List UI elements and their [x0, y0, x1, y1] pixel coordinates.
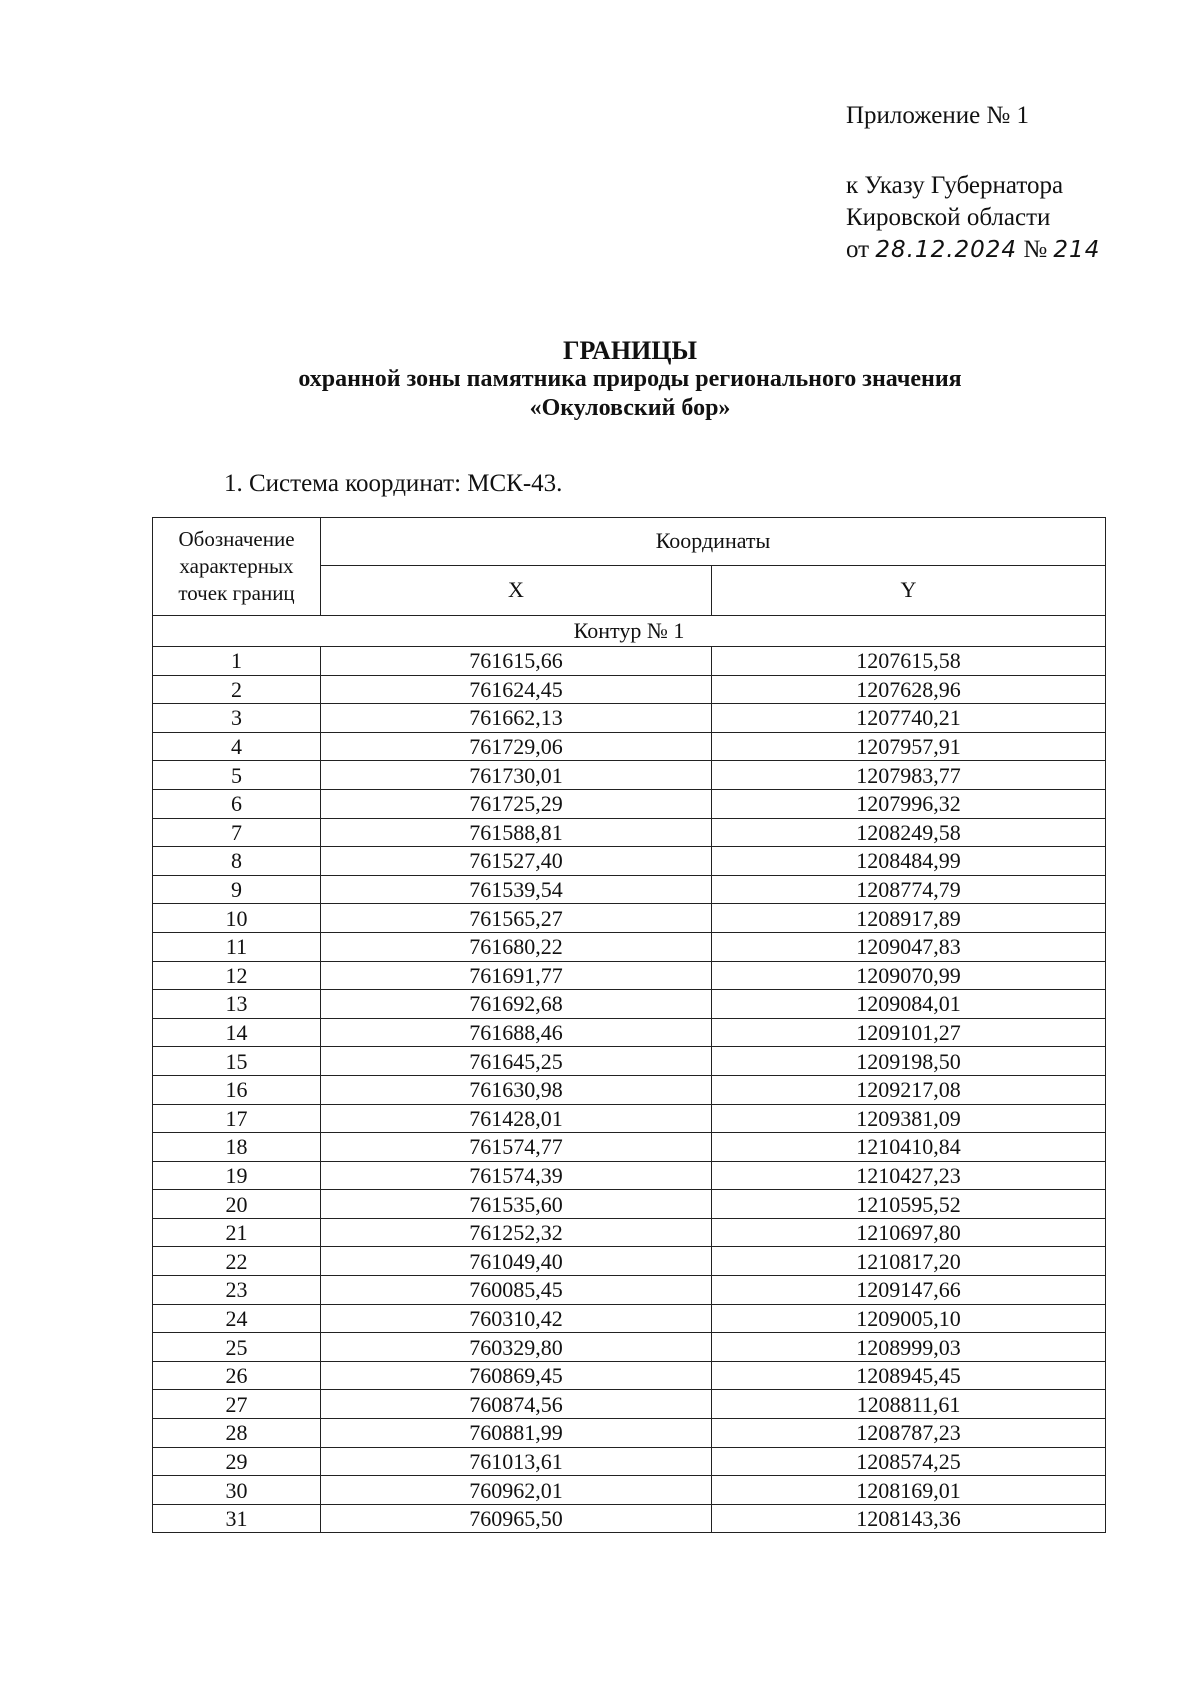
coord-x: 761730,01: [321, 761, 712, 790]
table-row: [153, 647, 1106, 676]
coord-y: 1209217,08: [712, 1075, 1106, 1104]
table-row: [153, 1133, 1106, 1162]
coord-x: 761645,25: [321, 1047, 712, 1076]
table-row: [153, 1276, 1106, 1305]
table-row: [153, 789, 1106, 818]
coord-y: 1209047,83: [712, 932, 1106, 961]
coord-x: 760965,50: [321, 1504, 712, 1533]
table-row: [153, 875, 1106, 904]
table-row: [153, 1104, 1106, 1133]
table-row: [153, 1447, 1106, 1476]
point-number: 5: [153, 761, 321, 790]
table-row: [153, 1075, 1106, 1104]
point-number: 18: [153, 1133, 321, 1162]
coord-y: 1209101,27: [712, 1018, 1106, 1047]
point-number: 7: [153, 818, 321, 847]
point-number: 25: [153, 1333, 321, 1362]
coord-y: 1210595,52: [712, 1190, 1106, 1219]
date-prefix: от: [846, 236, 870, 263]
coord-y: 1208169,01: [712, 1476, 1106, 1505]
table-row: [153, 761, 1106, 790]
point-number: 8: [153, 847, 321, 876]
point-number: 19: [153, 1161, 321, 1190]
point-number: 23: [153, 1276, 321, 1305]
point-number: 9: [153, 875, 321, 904]
point-number: 11: [153, 932, 321, 961]
title-line-1: ГРАНИЦЫ: [562, 336, 698, 365]
section-heading: 1. Система координат: МСК-43.: [224, 470, 563, 497]
coord-x: 761049,40: [321, 1247, 712, 1276]
coord-x: 760869,45: [321, 1361, 712, 1390]
coord-x: 760329,80: [321, 1333, 712, 1362]
table-row: [153, 1047, 1106, 1076]
coord-x: 761692,68: [321, 990, 712, 1019]
coord-y: 1208774,79: [712, 875, 1106, 904]
table-row: [153, 1419, 1106, 1448]
coord-y: 1209381,09: [712, 1104, 1106, 1133]
coord-x: 761252,32: [321, 1218, 712, 1247]
coord-y: 1209084,01: [712, 990, 1106, 1019]
annex-header: [846, 100, 1100, 266]
table-row: [153, 1018, 1106, 1047]
coord-x: 761539,54: [321, 875, 712, 904]
coord-y: 1208811,61: [712, 1390, 1106, 1419]
annex-decree-line: к Указу Губернатора: [846, 172, 1064, 199]
point-number: 27: [153, 1390, 321, 1419]
point-number: 10: [153, 904, 321, 933]
table-row: [153, 1218, 1106, 1247]
point-number: 14: [153, 1018, 321, 1047]
point-number: 4: [153, 732, 321, 761]
table-row: [153, 732, 1106, 761]
coord-x: 761624,45: [321, 675, 712, 704]
table-row: [153, 1161, 1106, 1190]
coord-x: 761691,77: [321, 961, 712, 990]
annex-number: Приложение № 1: [846, 102, 1030, 129]
coord-x: 760085,45: [321, 1276, 712, 1305]
point-number: 12: [153, 961, 321, 990]
coord-x: 761662,13: [321, 704, 712, 733]
coord-y: 1208574,25: [712, 1447, 1106, 1476]
coord-y: 1207740,21: [712, 704, 1106, 733]
number-prefix: №: [1023, 236, 1048, 263]
coord-x: 761588,81: [321, 818, 712, 847]
contour-label: Контур № 1: [153, 616, 1106, 647]
point-number: 1: [153, 647, 321, 676]
coord-x: 761428,01: [321, 1104, 712, 1133]
table-row: [153, 904, 1106, 933]
point-number: 30: [153, 1476, 321, 1505]
table-row: [153, 990, 1106, 1019]
table-row: [153, 1361, 1106, 1390]
coord-x: 761615,66: [321, 647, 712, 676]
table-row: [153, 1304, 1106, 1333]
point-number: 21: [153, 1218, 321, 1247]
table-row: [153, 1247, 1106, 1276]
table-row: [153, 675, 1106, 704]
coord-y: 1210817,20: [712, 1247, 1106, 1276]
table-row: [153, 818, 1106, 847]
coord-x: 761729,06: [321, 732, 712, 761]
coord-x: 761574,77: [321, 1133, 712, 1162]
coord-x: 761574,39: [321, 1161, 712, 1190]
point-number: 3: [153, 704, 321, 733]
point-number: 26: [153, 1361, 321, 1390]
point-number: 20: [153, 1190, 321, 1219]
coord-x: 760874,56: [321, 1390, 712, 1419]
coord-y: 1209147,66: [712, 1276, 1106, 1305]
annex-date-line: [846, 234, 1100, 266]
title-line-2: охранной зоны памятника природы регионального значения: [298, 366, 962, 392]
table-row: [153, 961, 1106, 990]
coord-x: 760881,99: [321, 1419, 712, 1448]
coord-y: 1207615,58: [712, 647, 1106, 676]
header-coordinates: Координаты: [321, 518, 1106, 566]
coord-y: 1207628,96: [712, 675, 1106, 704]
table-row: [153, 1190, 1106, 1219]
point-number: 13: [153, 990, 321, 1019]
coord-x: 760962,01: [321, 1476, 712, 1505]
coord-y: 1210697,80: [712, 1218, 1106, 1247]
title-line-3: «Окуловский бор»: [529, 395, 731, 421]
table-row: [153, 1333, 1106, 1362]
coord-y: 1208787,23: [712, 1419, 1106, 1448]
coord-y: 1207957,91: [712, 732, 1106, 761]
point-number: 28: [153, 1419, 321, 1448]
coord-x: 761535,60: [321, 1190, 712, 1219]
table-row: [153, 704, 1106, 733]
coord-y: 1210427,23: [712, 1161, 1106, 1190]
coord-x: 761527,40: [321, 847, 712, 876]
coord-y: 1208484,99: [712, 847, 1106, 876]
point-number: 15: [153, 1047, 321, 1076]
point-number: 31: [153, 1504, 321, 1533]
table-row: [153, 847, 1106, 876]
table-row: [153, 1390, 1106, 1419]
document-title: [200, 336, 1060, 423]
table-row: [153, 1476, 1106, 1505]
coord-x: 760310,42: [321, 1304, 712, 1333]
point-number: 17: [153, 1104, 321, 1133]
point-number: 2: [153, 675, 321, 704]
coord-x: 761013,61: [321, 1447, 712, 1476]
handwritten-number: 214: [1053, 237, 1101, 263]
coord-y: 1207983,77: [712, 761, 1106, 790]
coord-y: 1209070,99: [712, 961, 1106, 990]
coord-y: 1208945,45: [712, 1361, 1106, 1390]
coordinates-table: [152, 517, 1106, 1533]
coord-x: 761565,27: [321, 904, 712, 933]
table-row: [153, 1504, 1106, 1533]
coord-y: 1210410,84: [712, 1133, 1106, 1162]
coord-x: 761725,29: [321, 789, 712, 818]
point-number: 24: [153, 1304, 321, 1333]
coord-x: 761630,98: [321, 1075, 712, 1104]
header-points: Обозначение характерных точек границ: [153, 518, 321, 616]
point-number: 16: [153, 1075, 321, 1104]
point-number: 6: [153, 789, 321, 818]
annex-region-line: Кировской области: [846, 204, 1051, 231]
coord-y: 1208143,36: [712, 1504, 1106, 1533]
handwritten-date: 28.12.2024: [875, 237, 1018, 263]
coord-y: 1209198,50: [712, 1047, 1106, 1076]
table-body: [153, 647, 1106, 1533]
coord-y: 1209005,10: [712, 1304, 1106, 1333]
coord-x: 761680,22: [321, 932, 712, 961]
point-number: 29: [153, 1447, 321, 1476]
coord-x: 761688,46: [321, 1018, 712, 1047]
header-x: X: [321, 565, 712, 615]
coord-y: 1208249,58: [712, 818, 1106, 847]
point-number: 22: [153, 1247, 321, 1276]
coord-y: 1207996,32: [712, 789, 1106, 818]
coord-y: 1208917,89: [712, 904, 1106, 933]
header-y: Y: [712, 565, 1106, 615]
table-row: [153, 932, 1106, 961]
coord-y: 1208999,03: [712, 1333, 1106, 1362]
